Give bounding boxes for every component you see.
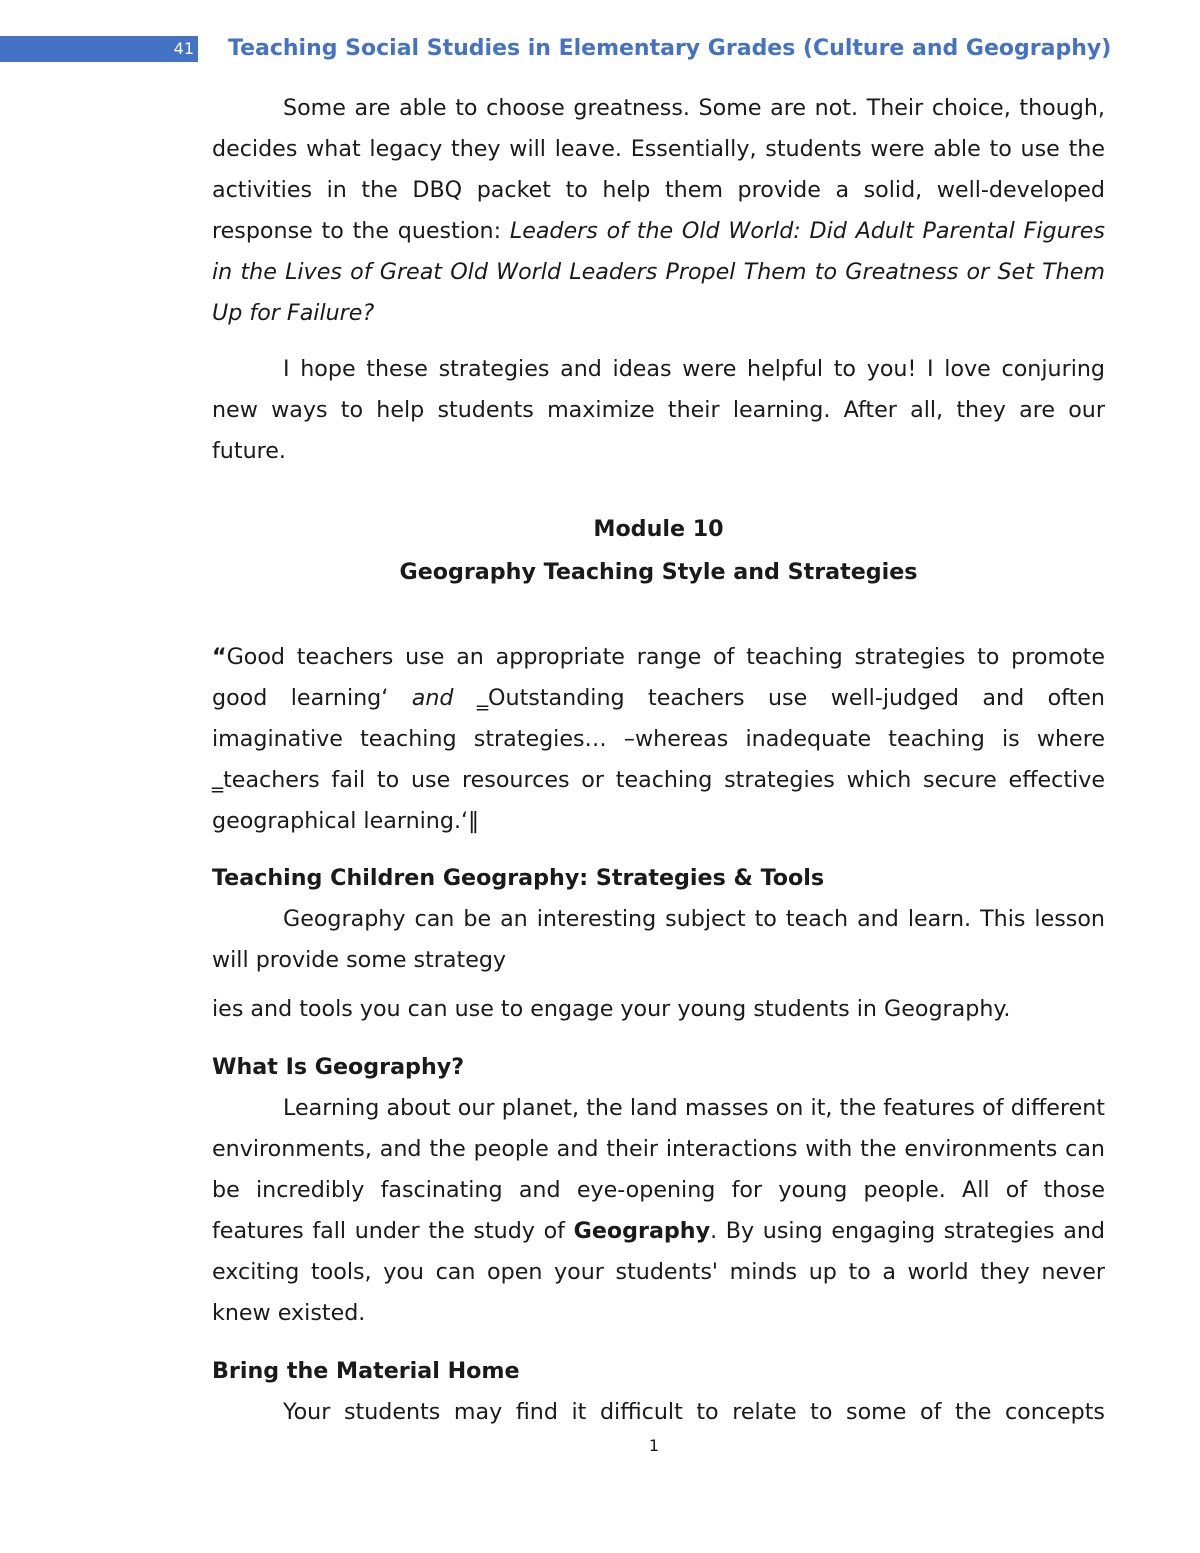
page-content <box>212 88 1105 1433</box>
paragraph-greatness-text: Some are able to choose greatness. Some are not. Their choice, though, decides what legacy they will leave. Essentially, students were able to use the activities in the DBQ packet to help them provide a solid, well-developed response to the question: <box>212 95 1105 244</box>
paragraph-greatness <box>212 88 1105 334</box>
module-label: Module 10 <box>593 516 724 542</box>
paragraph-hope: I hope these strategies and ideas were helpful to you! I love conjuring new ways to help students maximize their learning. After all, they are our future. <box>212 356 1105 464</box>
paragraph-learning-planet <box>212 1088 1105 1334</box>
footer-page-number: 1 <box>648 1436 660 1455</box>
header-accent-bar <box>0 36 198 62</box>
heading-bring-material-home: Bring the Material Home <box>212 1358 520 1384</box>
quote-part-2: ‗Outstanding teachers use well-judged and often imaginative teaching strategies… –whereas inadequate teaching is where ‗teachers fail to use resources or teaching strategies which secure effective geographical learning.‘‖ <box>212 685 1105 834</box>
geography-bold: Geography <box>573 1218 711 1244</box>
paragraph-geography-interesting: Geography can be an interesting subject to teach and learn. This lesson will provide some strategy <box>212 906 1105 973</box>
quote-and: and <box>411 685 454 711</box>
quote-open-mark: “ <box>212 644 227 670</box>
paragraph-learning-part-1: Learning about our planet, the land masses on it, the features of different environments, and the people and their interactions with the environments can be incredibly fascinating and eye-opening for young people. All of those features fall under the study of <box>212 1095 1105 1244</box>
quote-part-1: Good teachers use an appropriate range of teaching strategies to promote good learning‘ <box>212 644 1105 711</box>
paragraph-tools: ies and tools you can use to engage your young students in Geography. <box>212 996 1011 1022</box>
header-page-number: 41 <box>173 39 194 58</box>
quote-paragraph <box>212 637 1105 842</box>
paragraph-students-relate: Your students may find it difficult to relate to some of the concepts <box>283 1399 1105 1425</box>
paragraph-learning-part-2: . By using engaging strategies and exciting tools, you can open your students' minds up to a world they never knew existed. <box>212 1218 1105 1326</box>
module-title: Geography Teaching Style and Strategies <box>399 559 918 585</box>
heading-teaching-children-geography: Teaching Children Geography: Strategies & Tools <box>212 865 825 891</box>
heading-what-is-geography: What Is Geography? <box>212 1054 465 1080</box>
header-title: Teaching Social Studies in Elementary Grades (Culture and Geography) <box>228 36 1112 61</box>
dbq-question: Leaders of the Old World: Did Adult Parental Figures in the Lives of Great Old World Leaders Propel Them to Greatness or Set Them Up for Failure? <box>212 218 1105 326</box>
